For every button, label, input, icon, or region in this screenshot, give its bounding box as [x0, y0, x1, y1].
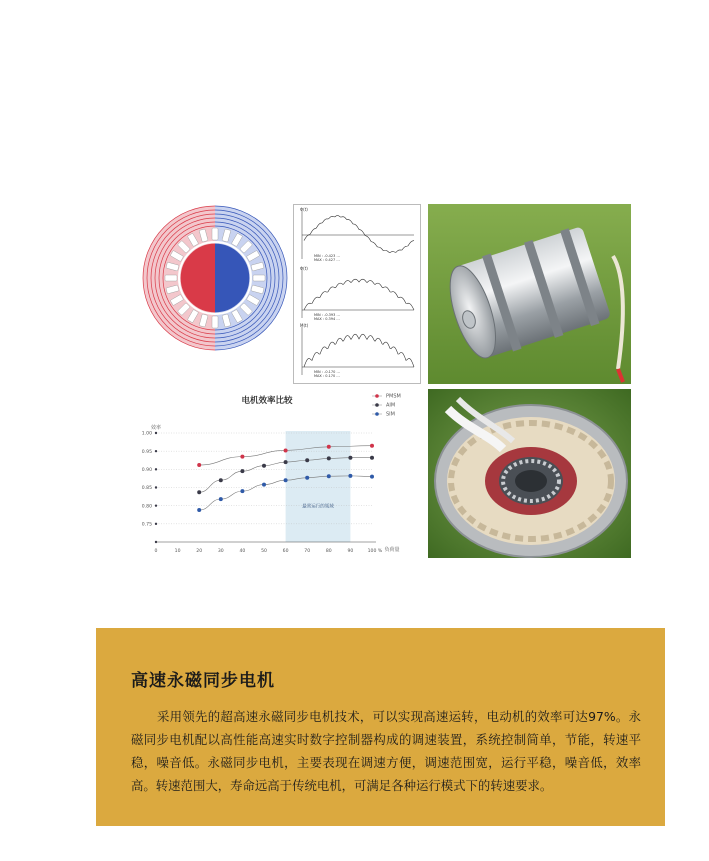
- y-tick-label: 0.75: [141, 522, 152, 528]
- data-point-sim: [370, 475, 374, 479]
- waveform-curve: [300, 266, 416, 320]
- data-point-aim: [348, 456, 352, 460]
- waveform-max: MAX : 0.394 ...: [314, 317, 340, 321]
- x-tick-label: 90: [347, 549, 354, 554]
- x-tick-label: 60: [282, 549, 289, 554]
- motor-field-diagram: [142, 205, 288, 351]
- data-point-sim: [305, 476, 309, 480]
- y-tick-label: 0.90: [141, 467, 152, 473]
- data-point-sim: [327, 474, 331, 478]
- waveform-min: MIN : -0.393 ...: [314, 313, 340, 317]
- waveform-panel: [300, 207, 416, 261]
- stator-photo: [428, 389, 631, 558]
- data-point-sim: [262, 483, 266, 487]
- x-tick-label: 20: [196, 549, 203, 554]
- info-panel: [96, 628, 665, 826]
- data-point-pmsm: [370, 444, 374, 448]
- y-tick-label: 0.85: [141, 486, 152, 492]
- x-tick-label: 50: [261, 549, 267, 554]
- data-point-aim: [305, 458, 309, 462]
- x-unit-label: %: [377, 549, 383, 554]
- data-point-aim: [219, 478, 223, 482]
- legend-marker: [375, 394, 379, 398]
- y-axis-label: 效率: [150, 425, 162, 431]
- waveform-stats: [314, 313, 340, 321]
- waveform-label: M(t): [300, 323, 309, 328]
- y-tick-mark: [155, 468, 157, 470]
- y-tick-mark: [155, 523, 157, 525]
- data-point-sim: [197, 508, 201, 512]
- y-tick-label: 0.95: [141, 449, 152, 455]
- y-tick-mark: [155, 486, 157, 488]
- waveform-panel: [300, 323, 416, 377]
- y-tick-mark: [155, 450, 157, 452]
- stator-slot: [253, 275, 265, 281]
- legend-label: PMSM: [386, 393, 401, 400]
- data-point-aim: [327, 456, 331, 460]
- highlight-region: [286, 431, 351, 542]
- x-tick-label: 100: [367, 549, 377, 554]
- motor-photo: [428, 204, 631, 384]
- data-point-aim: [370, 456, 374, 460]
- highlight-label: 最常运行的领域: [302, 504, 334, 510]
- y-tick-mark: [155, 432, 157, 434]
- stator-slot: [212, 316, 218, 328]
- legend-label: SIM: [386, 411, 395, 418]
- data-point-aim: [197, 490, 201, 494]
- x-tick-label: 0: [154, 549, 158, 554]
- waveform-curve: [300, 207, 416, 261]
- waveform-stats: [314, 254, 340, 262]
- x-tick-label: 10: [174, 549, 181, 554]
- x-axis-label: 负荷量: [384, 547, 400, 553]
- waveform-plots: [293, 204, 421, 384]
- x-tick-label: 30: [217, 549, 224, 554]
- data-point-sim: [240, 489, 244, 493]
- x-tick-label: 80: [325, 549, 332, 554]
- waveform-max: MAX : 0.427 ...: [314, 258, 340, 262]
- waveform-max: MAX : 0.170 ...: [314, 374, 340, 378]
- waveform-label: Φ(t): [300, 207, 308, 212]
- efficiency-chart: [140, 386, 425, 564]
- data-point-aim: [262, 464, 266, 468]
- data-point-pmsm: [197, 463, 201, 467]
- y-tick-label: 0.80: [141, 504, 152, 510]
- waveform-min: MIN : -0.423 ...: [314, 254, 340, 258]
- info-title: 高速永磁同步电机: [131, 671, 275, 691]
- info-body: 采用领先的超高速永磁同步电机技术，可以实现高速运转，电动机的效率可达97%。永磁同步电机配以高性能高速实时数字控制器构成的调速装置，系统控制简单，节能，转速平稳，噪音低。永磁同步电机，主要表现在调速方便，调速范围宽，运行平稳，噪音低，效率高。转速范围大，寿命远高于传统电机，可满足各种运行模式下的转速要求。: [131, 709, 641, 793]
- waveform-curve: [300, 323, 416, 377]
- x-tick-label: 70: [304, 549, 311, 554]
- x-tick-label: 40: [239, 549, 246, 554]
- data-point-sim: [219, 497, 223, 501]
- waveform-label: Φ(t): [300, 266, 308, 271]
- legend-marker: [375, 403, 379, 407]
- stator-slot: [212, 228, 218, 240]
- data-point-pmsm: [284, 448, 288, 452]
- chart-title: 电机效率比较: [241, 396, 293, 406]
- data-point-aim: [240, 469, 244, 473]
- data-point-pmsm: [240, 455, 244, 459]
- data-point-sim: [348, 474, 352, 478]
- y-tick-label: 1.00: [141, 431, 152, 437]
- data-point-aim: [284, 460, 288, 464]
- legend-label: AIM: [386, 402, 396, 409]
- y-tick-mark: [155, 504, 157, 506]
- stator-slot: [165, 275, 177, 281]
- waveform-min: MIN : -0.170 ...: [314, 370, 340, 374]
- legend-marker: [375, 412, 379, 416]
- data-point-pmsm: [327, 445, 331, 449]
- waveform-stats: [314, 370, 340, 378]
- waveform-panel: [300, 266, 416, 320]
- data-point-sim: [284, 478, 288, 482]
